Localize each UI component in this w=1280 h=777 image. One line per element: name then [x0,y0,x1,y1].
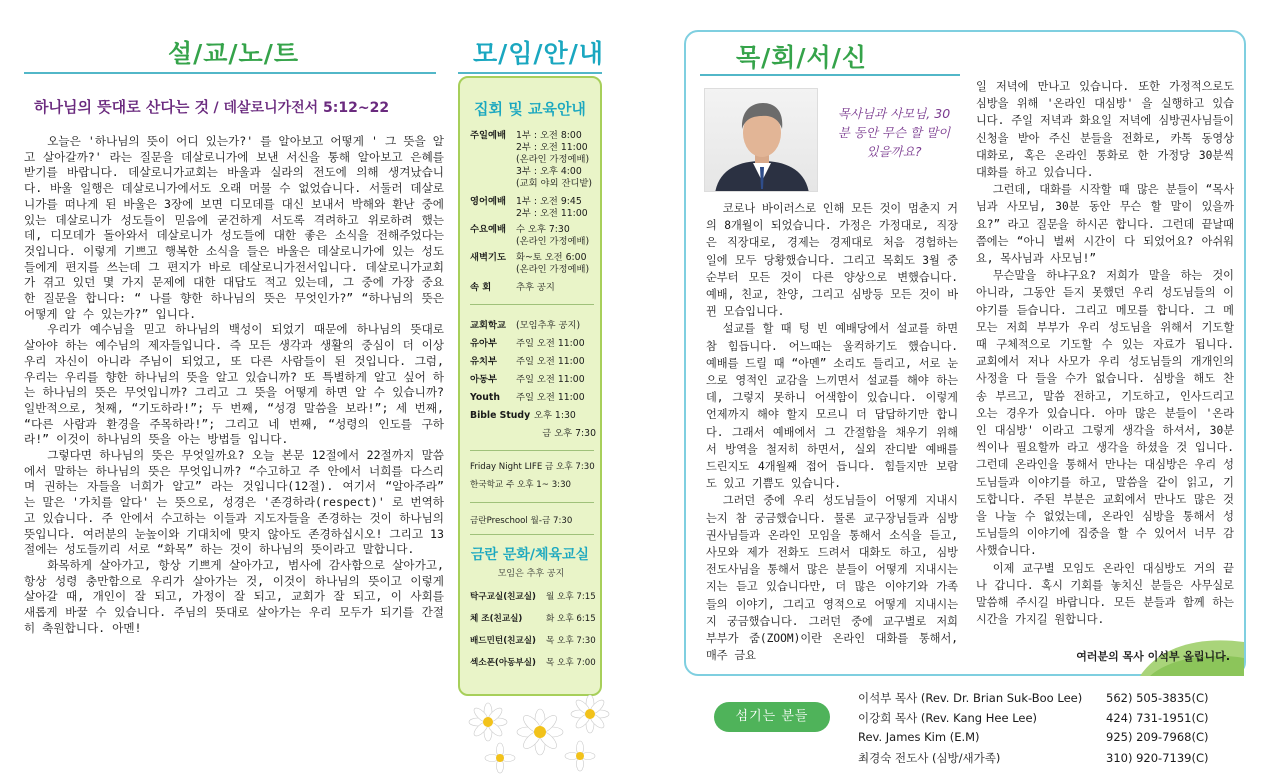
letter-section-title: 목/회/서/신 [736,43,867,72]
education-label: 유아부 [470,338,497,349]
staff-member-row [858,730,1238,744]
education-row [470,338,598,349]
staff-label-badge: 섬기는 분들 [714,702,830,732]
sermon-body [24,134,444,770]
education-row [470,320,598,331]
service-time: 추후 공지 [516,282,555,293]
service-label: 속 회 [470,282,492,293]
culture-time: 월 오후 7:15 [546,592,596,602]
service-row [470,130,598,141]
letter-paragraph: 그런데, 대화를 시작할 때 많은 분들이 “목사님과 사모님, 30분 동안 무슨 할 말이 있을까요?” 라고 질문을 하시곤 합니다. 그런데 끝날때쯤에는 “아니 벌써 시간이 다 되었어요? 아쉬워요, 목사님과 사모님!” [976,183,1234,266]
grass-hill-illustration [1140,606,1244,676]
culture-time: 화 오후 6:15 [546,614,596,624]
education-time: 주일 오전 11:00 [516,356,585,367]
education-row [470,356,598,367]
education-row [470,374,598,385]
pastor-portrait-image [705,89,818,192]
staff-phone: 925) 209-7968(C) [1106,730,1209,744]
service-time: (온라인 가정예배) [516,264,590,275]
culture-heading: 금란 문화/체육교실 [470,547,590,563]
service-row [470,224,598,235]
service-row [470,196,598,207]
preschool-row: 금란Preschool 월-금 7:30 [470,516,573,526]
service-time: (온라인 가정예배) [516,236,590,247]
sermon-title-rule [24,72,436,74]
staff-name: 이강희 목사 (Rev. Kang Hee Lee) [858,711,1038,725]
service-time: 3부 : 오후 4:00 [516,166,582,177]
education-label: Bible Study [470,410,531,421]
culture-note: 모임은 추후 공지 [497,569,565,579]
education-label: 아동부 [470,374,497,385]
sermon-heading-title: 하나님의 뜻대로 산다는 것 [34,98,210,116]
service-time: 화~토 오전 6:00 [516,252,587,263]
guide-divider [470,502,594,503]
service-time: 1부 : 오전 9:45 [516,196,582,207]
korean-school-row: 한국학교 주 오후 1~ 3:30 [470,480,572,490]
letter-paragraph: 무슨말을 하냐구요? 저희가 말을 하는 것이 아니라, 그동안 듣지 못했던 우리 성도님들의 이야기를 듣습니다. 그리고 메모를 합니다. 그 메모는 저희 부부가 우리 성도님을 위해서 기도할 때 구체적으로 기도할 수 있는 자료가 됩니다. 교회에서 저나 사모가 우리 성도님들의 개개인의 사정을 다 들을 수가 없습니다. 심방을 해도 찬송 부르고, 말씀 전하고, 기도하고, 인사드리고 오는 경우가 있습니다. 아마 많은 분들이 '온라인 대심방' 이라고 그렇게 생각을 하셔서, 30분씩이나 필요할까 라고 생각을 하셨을 것 입니다. 그런데 온라인을 통해서 만나는 대심방은 우리 성도님들과 이야기를 하고, 말씀을 같이 읽고, 기도합니다. 주된 부분은 교회에서 만나도 많은 것을 나눌 수 없었는데, 온라인 심방을 통해서 성도님들의 이야기에 집중을 할 수 있어서 너무 감사했습니다. [976,269,1234,558]
education-time: 주일 오전 11:00 [516,392,585,403]
staff-member-row [858,690,1238,706]
service-label: 주일예배 [470,130,506,141]
letter-paragraph: 설교를 할 때 텅 빈 예배당에서 설교를 하면 참 힘듭니다. 어느때는 울컥하기도 했습니다. 예배를 드릴 때 “아멘” 소리도 들리고, 서로 눈으로 영적인 교감을 느끼면서 설교를 해야 하는데, 그렇지 못하니 어색함이 있습니다. 이렇게 언제까지 해야 할지 모르니 더 답답하기만 합니다. 그래서 예배에서 그 간절함을 채우기 위해서 방역을 철저히 하면서, 실외 잔디밭 예배를 드린지도 4개월째 접어 듭니다. 힘들지만 보람도 있고 기쁨도 있습니다. [706,322,958,491]
service-time: (교회 야외 잔디밭) [516,178,593,189]
daisy-flowers-illustration [460,684,616,774]
education-time: 주일 오전 11:00 [516,338,585,349]
service-time: 2부 : 오전 11:00 [516,142,588,153]
letter-signature: 여러분의 목사 이석부 올립니다. [1076,650,1230,663]
service-row [470,208,598,219]
education-row [470,428,596,439]
education-time: 오후 1:30 [534,410,576,421]
service-row [470,252,598,263]
sermon-paragraph: 우리가 예수님을 믿고 하나님의 백성이 되었기 때문에 하나님의 뜻대로 살아야 하는 예수님의 제자들입니다. 즉 모든 생각과 생활의 중심이 더 이상 우리 자신이 아니라 주님이 되었고, 또 다른 사람들이 된 것입니다. 그럼, 우리는 우리를 향한 하나님의 뜻을 알고 있습니까? 또 특별하게 알고 싶어 하는 하나님의 뜻은 무엇입니까? 그리고 그 뜻을 어떻게 하면 알 수 있습니까? 일반적으로, 첫째, “기도하라!”; 두 번째, “성경 말씀을 보라!”; 세 번째, “다른 사람과 환경을 주목하라!”; 그리고 네 번째, “성령의 인도를 구하라!” 이것이 하나님의 뜻을 아는 방법들 입니다. [24,322,444,447]
education-label: Youth [470,392,500,403]
education-label: 유치부 [470,356,497,367]
guide-heading: 집회 및 교육안내 [474,100,586,118]
staff-member-row [858,710,1238,726]
culture-label: 체 조(친교실) [470,614,523,624]
service-label: 수요예배 [470,224,506,235]
culture-label: 배드민턴(친교실) [470,636,536,646]
service-row [470,236,598,247]
service-time: 수 오후 7:30 [516,224,570,235]
guide-divider [470,450,594,451]
letter-right-column [976,78,1234,638]
letter-paragraph: 이제 교구별 모임도 온라인 대심방도 거의 끝나 갑니다. 혹시 기회를 놓치신 분들은 사무실로 말씀해 주시길 바랍니다. 모든 분들과 함께 하는 시간을 가지길 원합니다. [976,561,1234,627]
culture-label: 섹소폰(아동부실) [470,658,536,668]
staff-name: 이석부 목사 (Rev. Dr. Brian Suk-Boo Lee) [858,691,1083,705]
sermon-heading [34,96,444,117]
guide-divider [470,304,594,305]
guide-section-title: 모/임/안/내 [473,39,604,68]
education-row [470,410,598,421]
service-row [470,282,598,293]
staff-name: Rev. James Kim (E.M) [858,730,980,744]
service-row [470,166,598,177]
culture-row [470,636,598,647]
service-row [470,264,598,275]
sermon-paragraph: 오늘은 '하나님의 뜻이 어디 있는가?' 를 알아보고 어떻게 ' 그 뜻을 알고 살아갈까?' 라는 질문을 데살로니가에 보낸 서신을 통해 알아보고 은혜를 받기를 바랍니다. 데살로니가교회는 바울과 실라의 전도에 의해 생겨났습니다. 바울 일행은 데살로니가에서도 오래 머물 수 없었습니다. 서둘러 데살로니가를 떠나게 된 바울은 3장에 보면 디모데를 대신 보내서 박해와 환난 중에 있는 데살로니가 성도들이 믿음에 굳건하게 서도록 격려하고 위로하려 했는데, 디모데가 돌아와서 데살로니가 성도들에 대한 좋은 소식을 전해주었다는 것입니다. 이렇게 기쁘고 행복한 소식을 들은 바울은 데살로니가에 있는 성도들에게 편지를 쓰는데 그 편지가 바로 데살로니가전서입니다. 데살로니가교회가 겪고 있던 몇 가지 문제에 대한 대답도 적고 있는데, 그 중에 가장 중요한 질문을 합니다: “ 나를 향한 하나님의 뜻은 무엇인가?” “하나님의 뜻은 어떻게 알 수 있는가?” 입니다. [24,134,444,321]
staff-phone: 310) 920-7139(C) [1106,751,1209,765]
culture-row [470,658,598,669]
letter-title-rule [700,74,960,76]
education-time: 주일 오전 11:00 [516,374,585,385]
service-row [470,178,598,189]
sermon-section-title: 설/교/노/트 [168,39,299,68]
service-row [470,142,598,153]
culture-row [470,614,598,625]
letter-paragraph: 일 저녁에 만나고 있습니다. 또한 가정적으로도 심방을 위해 '온라인 대심방' 을 실행하고 있습니다. 주일 저녁과 화요일 저녁에 심방권사님들이 신청을 받아 주신 분들을 전화로, 카톡 동영상 대화로, 혹은 온라인 통화로 한 가정당 30분씩 대화를 하고 있습니다. [976,80,1234,180]
sermon-paragraph: 그렇다면 하나님의 뜻은 무엇일까요? 오늘 본문 12절에서 22절까지 말씀에서 말하는 하나님의 뜻은 무엇입니까? “수고하고 주 안에서 너희를 다스리며 권하는 자들을 너희가 알고” 라는 것입니다(12절). 여기서 “알아주라” 는 말은 '가치를 알다' 는 뜻으로, 성경은 '존경하라(respect)' 로 번역하고 있습니다. 주 안에서 수고하는 이들과 지도자들을 존경하는 것이 하나님의 뜻입니다. 여러분의 눈높이와 기대치에 맞지 않아도 존경하십시오! 그리고 13절에는 성도들끼리 서로 “화목” 하는 것이 하나님의 뜻이라고 말합니다. [24,448,444,557]
staff-member-row [858,750,1238,766]
culture-label: 탁구교실(친교실) [470,592,536,602]
pull-quote: 목사님과 사모님, 30분 동안 무슨 할 말이 있을까요? [837,106,951,159]
education-time: 금 오후 7:30 [542,428,596,439]
staff-phone: 424) 731-1951(C) [1106,711,1209,725]
staff-name: 최경숙 전도사 (심방/새가족) [858,751,1001,765]
service-row [470,154,598,165]
service-time: 1부 : 오전 8:00 [516,130,582,141]
guide-panel [458,76,602,696]
service-label: 새벽기도 [470,252,506,263]
service-label: 영어예배 [470,196,506,207]
culture-time: 목 오후 7:00 [546,658,596,668]
education-label: 교회학교 [470,320,506,331]
sermon-reference: / 데살로니가전서 5:12~22 [213,100,390,116]
letter-paragraph: 그러던 중에 우리 성도님들이 어떻게 지내시는지 참 궁금했습니다. 물론 교구장님들과 심방권사님들과 온라인 모임을 통해서 소식을 듣고, 사모와 제가 전화도 드려서 대화도 하고, 심방 전도사님을 통해서 많은 분들이 어떻게 지내시는지는 듣고 있습니다만, 더 많은 이야기와 가족들의 이야기, 그리고 영적으로 어떻게 지내시는지 궁금했습니다. 그러던 중에 교구별로 저희 부부가 줌(ZOOM)이란 온라인 대화를 통해서, 매주 금요 [706,494,958,663]
letter-paragraph: 코로나 바이러스로 인해 모든 것이 멈춘지 거의 8개월이 되었습니다. 가정은 가정대로, 직장은 직장대로, 경제는 경제대로 처음 경험하는 일에 모두 당황했습니다. 그리고 목회도 3월 중순부터 모든 것이 다른 양상으로 변했습니다. 예배, 친교, 찬양, 그리고 심방등 모든 것이 바뀐 모습입니다. [706,202,958,319]
guide-divider [470,534,594,535]
education-row [470,392,598,403]
service-time: (온라인 가정예배) [516,154,590,165]
letter-left-column [706,200,958,665]
friday-night-row: Friday Night LIFE 금 오후 7:30 [470,462,595,472]
staff-phone: 562) 505-3835(C) [1106,691,1209,705]
culture-time: 목 오후 7:30 [546,636,596,646]
education-time: (모임추후 공지) [516,320,581,331]
pastor-photo [704,88,818,192]
sermon-paragraph: 화목하게 살아가고, 항상 기쁘게 살아가고, 범사에 감사함으로 살아가고, 항상 성령 충만함으로 우리가 살아가는 것, 이것이 하나님의 뜻이고 이렇게 살아갈 때, 개인이 잘 되고, 가정이 잘 되고, 교회가 잘 되고, 이 사회를 새롭게 바꿀 수 있습니다. 주님의 뜻대로 살아가는 우리 모두가 되기를 간절히 축원합니다. 아멘! [24,557,444,635]
guide-title-rule [458,72,602,74]
culture-row [470,592,598,603]
service-time: 2부 : 오전 11:00 [516,208,588,219]
